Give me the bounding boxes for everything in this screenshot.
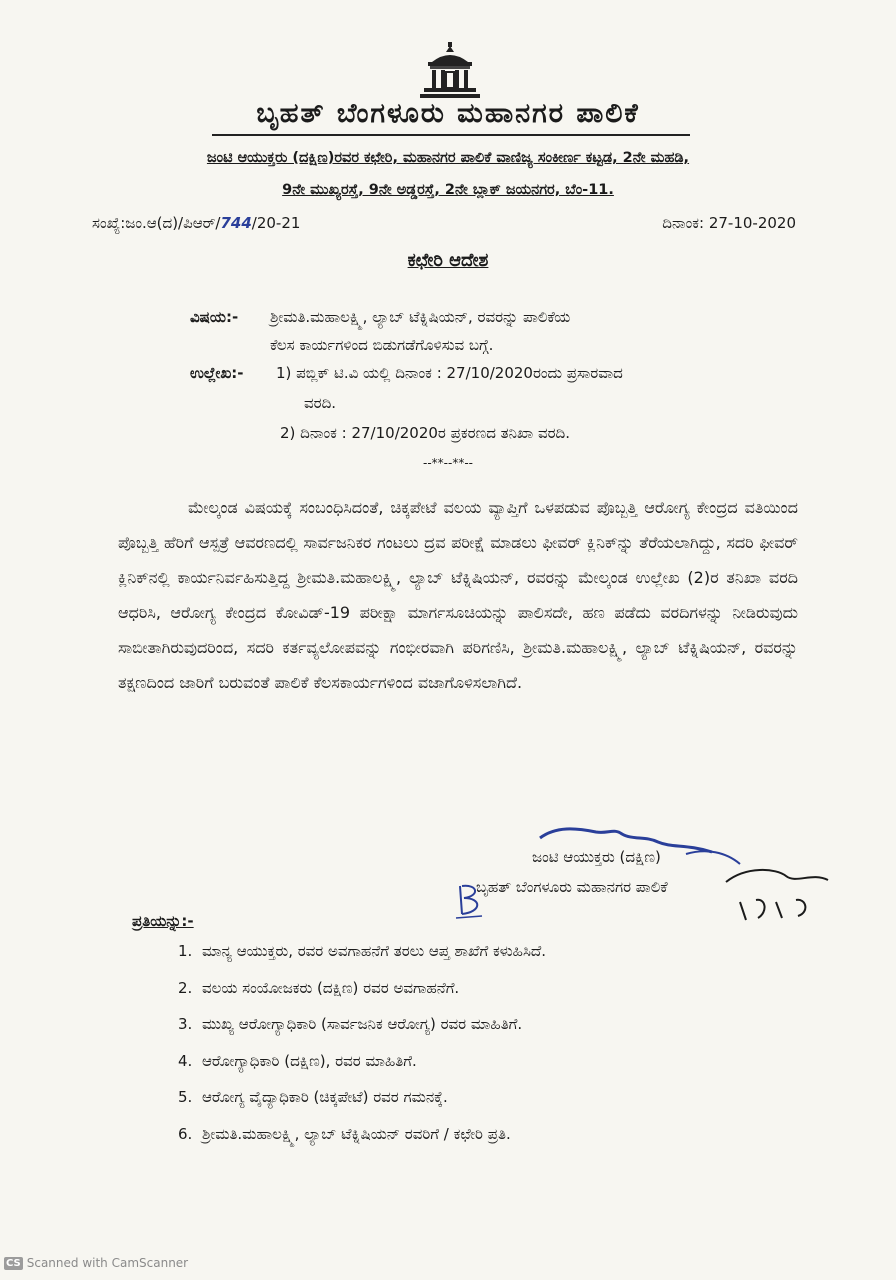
list-item-number: 1. xyxy=(178,942,193,960)
list-item xyxy=(178,1125,546,1162)
list-item xyxy=(178,1088,546,1125)
list-item xyxy=(178,1015,546,1052)
subject-line-2: ಕೆಲಸ ಕಾರ್ಯಗಳಿಂದ ಬಿಡುಗಡೆಗೊಳಿಸುವ ಬಗ್ಗೆ. xyxy=(270,336,494,354)
order-body-text: ಮೇಲ್ಕಂಡ ವಿಷಯಕ್ಕೆ ಸಂಬಂಧಿಸಿದಂತೆ, ಚಿಕ್ಕಪೇಟೆ ವಲಯ ವ್ಯಾಪ್ತಿಗೆ ಒಳಪಡುವ ಪೊಬ್ಬತ್ತಿ ಆರೋಗ್ಯ ಕೇಂದ್ರದ ವತಿಯಿಂದ ಪೊಬ್ಬತ್ತಿ ಹೆರಿಗೆ ಆಸ್ಪತ್ರೆ ಆವರಣದಲ್ಲಿ ಸಾರ್ವಜನಿಕರ ಗಂಟಲು ದ್ರವ ಪರೀಕ್ಷೆ ಮಾಡಲು ಫೀವರ್ ಕ್ಲಿನಿಕ್‌ನ್ನು ತೆರೆಯಲಾಗಿದ್ದು, ಸದರಿ ಫೀವರ್ ಕ್ಲಿನಿಕ್‌ನಲ್ಲಿ ಕಾರ್ಯನಿರ್ವಹಿಸುತ್ತಿದ್ದ ಶ್ರೀಮತಿ.ಮಹಾಲಕ್ಷ್ಮಿ, ಲ್ಯಾಬ್ ಟೆಕ್ನಿಷಿಯನ್, ರವರನ್ನು ಮೇಲ್ಕಂಡ ಉಲ್ಲೇಖ (2)ರ ತನಿಖಾ ವರದಿ ಆಧರಿಸಿ, ಆರೋಗ್ಯ ಕೇಂದ್ರದ ಕೋವಿಡ್-19 ಪರೀಕ್ಷಾ ಮಾರ್ಗಸೂಚಿಯನ್ನು ಪಾಲಿಸದೇ, ಹಣ ಪಡೆದು ವರದಿಗಳನ್ನು ನೀಡಿರುವುದು ಸಾಬೀತಾಗಿರುವುದರಿಂದ, ಸದರಿ ಕರ್ತವ್ಯಲೋಪವನ್ನು ಗಂಭೀರವಾಗಿ ಪರಿಗಣಿಸಿ, ಶ್ರೀಮತಿ.ಮಹಾಲಕ್ಷ್ಮಿ, ಲ್ಯಾಬ್ ಟೆಕ್ನಿಷಿಯನ್, ರವರನ್ನು ತಕ್ಷಣದಿಂದ ಜಾರಿಗೆ ಬರುವಂತೆ ಪಾಲಿಕೆ ಕೆಲಸಕಾರ್ಯಗಳಿಂದ ವಜಾಗೊಳಿಸಲಾಗಿದೆ. xyxy=(118,498,798,692)
reference-1-line-1: 1) ಪಬ್ಲಿಕ್ ಟಿ.ವಿ ಯಲ್ಲಿ ದಿನಾಂಕ : 27/10/2020ರಂದು ಪ್ರಸಾರವಾದ xyxy=(276,364,623,382)
document-date: ದಿನಾಂಕ: 27-10-2020 xyxy=(662,214,796,232)
camscanner-logo-icon: CS xyxy=(6,1257,21,1269)
reference-suffix: /20-21 xyxy=(251,214,301,232)
office-address-line-1: ಜಂಟಿ ಆಯುಕ್ತರು (ದಕ್ಷಿಣ)ರವರ ಕಛೇರಿ, ಮಹಾನಗರ ಪಾಲಿಕೆ ವಾಣಿಜ್ಯ ಸಂಕೀರ್ಣ ಕಟ್ಟಡ, 2ನೇ ಮಹಡಿ, xyxy=(206,150,690,166)
list-item xyxy=(178,1052,546,1089)
subject-label: ವಿಷಯ:- xyxy=(190,308,239,326)
list-item-number: 5. xyxy=(178,1088,193,1106)
copies-list xyxy=(178,942,546,1161)
handwritten-mark-icon xyxy=(452,880,488,920)
reference-1-line-2: ವರದಿ. xyxy=(304,394,337,412)
reference-label: ಉಲ್ಲೇಖ:- xyxy=(190,364,244,382)
list-item-number: 3. xyxy=(178,1015,193,1033)
page-title: ಬೃಹತ್ ಬೆಂಗಳೂರು ಮಹಾನಗರ ಪಾಲಿಕೆ xyxy=(256,98,640,129)
list-item-number: 4. xyxy=(178,1051,193,1070)
handwritten-initials-date-icon xyxy=(716,862,836,924)
office-address-line-2: 9ನೇ ಮುಖ್ಯರಸ್ತೆ, 9ನೇ ಅಡ್ಡರಸ್ತೆ, 2ನೇ ಬ್ಲಾಕ್ ಜಯನಗರ, ಬೆಂ-11. xyxy=(282,182,614,198)
list-item-text: ಆರೋಗ್ಯ ವೈದ್ಯಾಧಿಕಾರಿ (ಚಿಕ್ಕಪೇಟೆ) ರವರ ಗಮನಕ್ಕೆ. xyxy=(202,1088,448,1106)
list-item-number: 6. xyxy=(178,1124,193,1143)
list-item-text: ವಲಯ ಸಂಯೋಜಕರು (ದಕ್ಷಿಣ) ರವರ ಅವಗಾಹನೆಗೆ. xyxy=(202,978,460,997)
copies-heading: ಪ್ರತಿಯನ್ನು:- xyxy=(132,912,194,930)
list-item-text: ಶ್ರೀಮತಿ.ಮಹಾಲಕ್ಷ್ಮಿ, ಲ್ಯಾಬ್ ಟೆಕ್ನಿಷಿಯನ್ ರವರಿಗೆ / ಕಛೇರಿ ಪ್ರತಿ. xyxy=(202,1124,511,1143)
list-item xyxy=(178,979,546,1016)
list-item xyxy=(178,942,546,979)
camscanner-text: Scanned with CamScanner xyxy=(26,1256,189,1270)
bbmp-emblem-icon xyxy=(418,42,482,100)
list-item-number: 2. xyxy=(178,978,193,997)
camscanner-footer xyxy=(4,1256,188,1270)
list-item-text: ಮಾನ್ಯ ಆಯುಕ್ತರು, ರವರ ಅವಗಾಹನೆಗೆ ತರಲು ಆಪ್ತ ಶಾಖೆಗೆ ಕಳುಹಿಸಿದೆ. xyxy=(202,942,546,960)
list-item-text: ಆರೋಗ್ಯಾಧಿಕಾರಿ (ದಕ್ಷಿಣ), ರವರ ಮಾಹಿತಿಗೆ. xyxy=(202,1051,417,1070)
section-separator: --**--**-- xyxy=(423,456,473,470)
signatory-organization: ಬೃಹತ್ ಬೆಂಗಳೂರು ಮಹಾನಗರ ಪಾಲಿಕೆ xyxy=(476,878,668,896)
reference-number xyxy=(92,214,300,232)
order-title: ಕಛೇರಿ ಆದೇಶ xyxy=(407,250,489,271)
order-body xyxy=(118,490,798,700)
list-item-text: ಮುಖ್ಯ ಆರೋಗ್ಯಾಧಿಕಾರಿ (ಸಾರ್ವಜನಿಕ ಆರೋಗ್ಯ) ರವರ ಮಾಹಿತಿಗೆ. xyxy=(202,1015,523,1033)
subject-line-1: ಶ್ರೀಮತಿ.ಮಹಾಲಕ್ಷ್ಮಿ, ಲ್ಯಾಬ್ ಟೆಕ್ನಿಷಿಯನ್, ರವರನ್ನು ಪಾಲಿಕೆಯ xyxy=(270,308,571,326)
reference-2: 2) ದಿನಾಂಕ : 27/10/2020ರ ಪ್ರಕರಣದ ತನಿಖಾ ವರದಿ. xyxy=(280,424,570,442)
handwritten-number: 744 xyxy=(220,214,252,232)
title-underline xyxy=(212,134,690,136)
reference-prefix: ಸಂಖ್ಯೆ:ಜಂ.ಆ(ದ)/ಪಿಆರ್/ xyxy=(92,214,221,232)
signatory-designation: ಜಂಟಿ ಆಯುಕ್ತರು (ದಕ್ಷಿಣ) xyxy=(532,848,661,866)
